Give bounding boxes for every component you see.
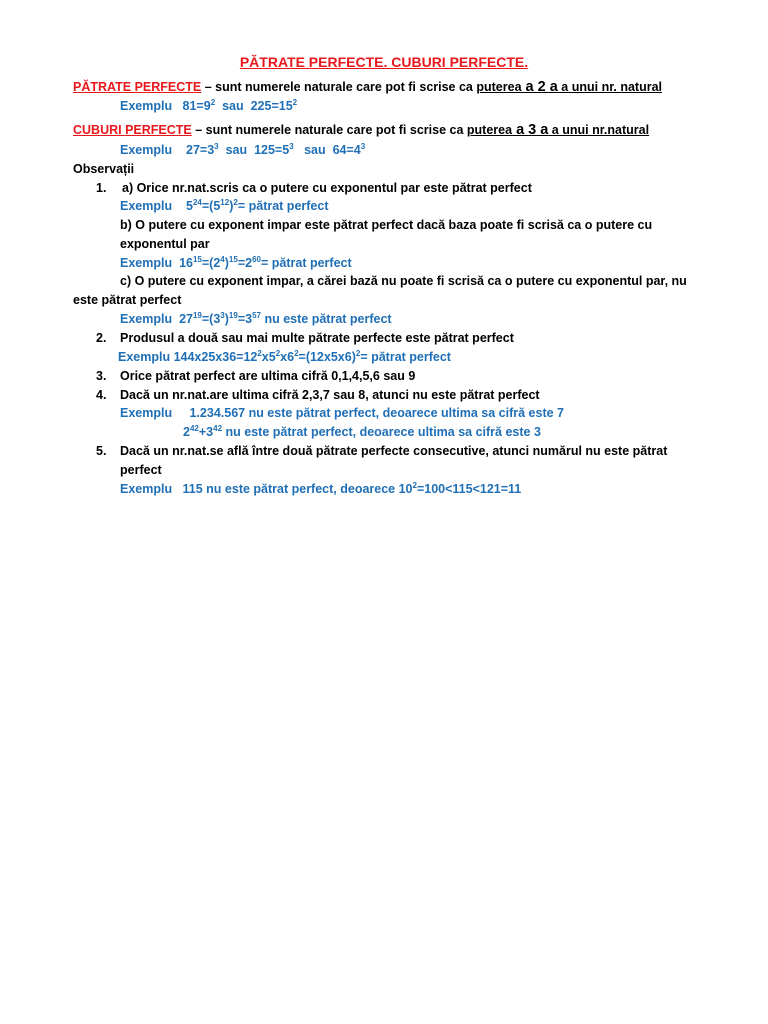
item-4-example-1: Exemplu 1.234.567 nu este pătrat perfect, deoarece ultima sa cifră este 7 — [120, 406, 564, 420]
item-1c-text-line1: c) O putere cu exponent impar, a cărei bază nu poate fi scrisă ca o putere cu exponentul par, nu — [120, 274, 687, 288]
item-4-number: 4. — [96, 388, 107, 402]
cuburi-term: CUBURI PERFECTE — [73, 123, 192, 137]
item-3-number: 3. — [96, 369, 107, 383]
item-1a-text: a) Orice nr.nat.scris ca o putere cu exponentul par este pătrat perfect — [122, 181, 532, 195]
item-3-text: Orice pătrat perfect are ultima cifră 0,1,4,5,6 sau 9 — [120, 369, 416, 383]
item-1b-text-line1: b) O putere cu exponent impar este pătrat perfect dacă baza poate fi scrisă ca o putere cu — [120, 218, 653, 232]
item-2-text: Produsul a două sau mai multe pătrate perfecte este pătrat perfect — [120, 331, 514, 345]
patrate-definition: PĂTRATE PERFECTE – sunt numerele naturale care pot fi scrise ca puterea a 2 a a unui nr. natural — [73, 79, 662, 95]
cuburi-example: Exemplu $27=3^3$ sau $125=5^3$ sau $64=4^3$ — [120, 142, 366, 157]
observatii-heading: Observații — [73, 162, 135, 176]
item-1c-example: Exemplu $27^{19}=(3^3)^{19}=3^{57}$ nu este pătrat perfect — [120, 311, 392, 326]
item-1-number: 1. — [96, 181, 107, 195]
item-2-number: 2. — [96, 331, 107, 345]
item-1b-example: Exemplu $16^{15}=(2^4)^{15}=2^{60}=$ pătrat perfect — [120, 255, 352, 270]
item-5-text-line1: Dacă un nr.nat.se află între două pătrate perfecte consecutive, atunci numărul nu este pătrat — [120, 444, 668, 458]
item-5-text-line2: perfect — [120, 463, 162, 477]
item-1b-text-line2: exponentul par — [120, 237, 210, 251]
item-1a-example: Exemplu $5^{24}=(5^{12})^2=$ pătrat perfect — [120, 198, 329, 213]
item-5-number: 5. — [96, 444, 107, 458]
item-1c-text-line2: este pătrat perfect — [73, 293, 182, 307]
patrate-term: PĂTRATE PERFECTE — [73, 80, 202, 94]
item-5-example: Exemplu 115 nu este pătrat perfect, deoarece $10^2=100<115<121=11$ — [120, 481, 522, 496]
item-4-text: Dacă un nr.nat.are ultima cifră 2,3,7 sau 8, atunci nu este pătrat perfect — [120, 388, 540, 402]
item-2-example: Exemplu $144x25x36=12^2x5^2x6^2=(12x5x6)^2=$ pătrat perfect — [118, 349, 451, 364]
page-title: PĂTRATE PERFECTE. CUBURI PERFECTE. — [239, 54, 529, 70]
patrate-example: Exemplu $81=9^2$ sau $225=15^2$ — [120, 98, 298, 113]
cuburi-definition: CUBURI PERFECTE – sunt numerele naturale care pot fi scrise ca puterea a 3 a a unui nr.natural — [73, 122, 650, 138]
item-4-example-2: $2^{42}+3^{42}$ nu este pătrat perfect, deoarece ultima sa cifră este 3 — [183, 424, 541, 439]
